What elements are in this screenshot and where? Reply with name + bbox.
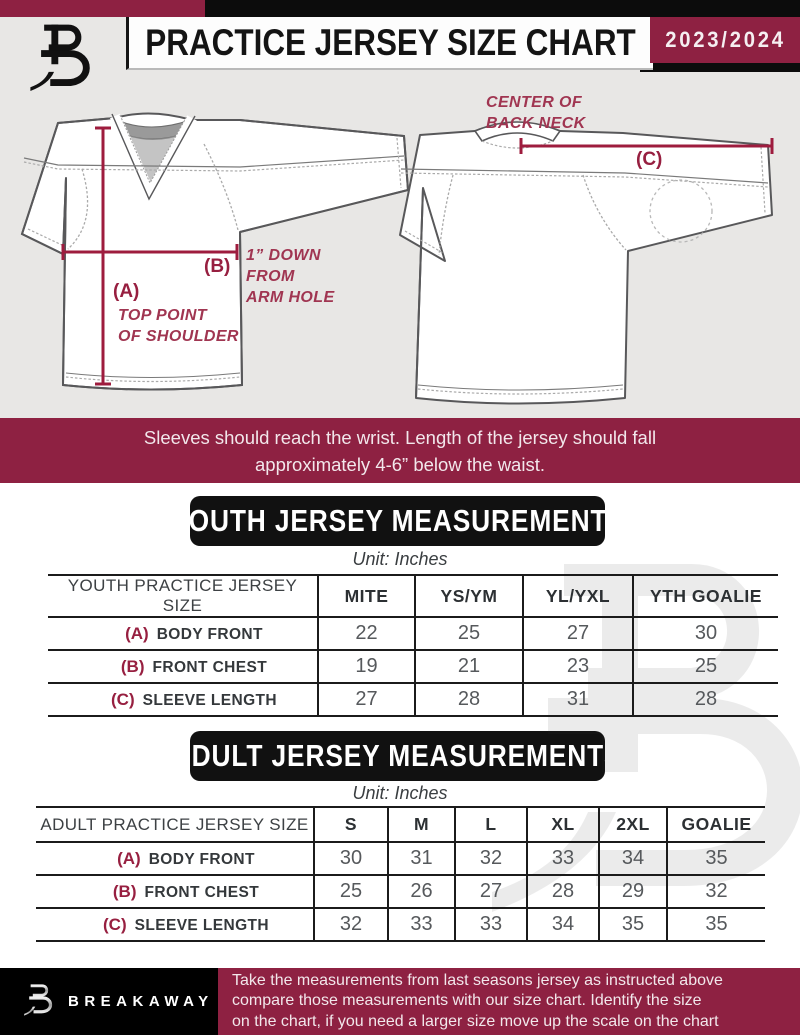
footer-brand-block — [0, 968, 218, 1035]
youth-col-header: YOUTH PRACTICE JERSEY SIZE — [48, 575, 318, 617]
footer-note-line1: Take the measurements from last seasons jersey as instructed above — [232, 971, 723, 989]
youth-col-header: MITE — [318, 575, 415, 617]
cell-value: 30 — [633, 617, 778, 650]
table-row — [48, 683, 778, 716]
row-letter: (C) — [111, 689, 135, 709]
row-letter: (C) — [103, 914, 127, 934]
table-row — [48, 617, 778, 650]
row-label: BODY FRONT — [148, 850, 255, 868]
cell-value: 35 — [599, 908, 667, 941]
cell-value: 34 — [599, 842, 667, 875]
youth-size-table — [48, 574, 778, 717]
page-title: PRACTICE JERSEY SIZE CHART — [145, 21, 637, 63]
cell-value: 34 — [527, 908, 599, 941]
footer-note-line3: on the chart, if you need a larger size move up the scale on the chart — [232, 1012, 719, 1030]
label-c-letter: (C) — [636, 149, 663, 170]
youth-banner-title: YOUTH JERSEY MEASUREMENTS — [169, 503, 626, 538]
cell-value: 32 — [455, 842, 527, 875]
adult-banner-title: ADULT JERSEY MEASUREMENTS — [172, 738, 623, 773]
top-maroon-strip — [0, 0, 205, 17]
cell-value: 35 — [667, 842, 765, 875]
cell-value: 27 — [318, 683, 415, 716]
cell-value: 28 — [527, 875, 599, 908]
cell-value: 27 — [455, 875, 527, 908]
youth-col-header: YS/YM — [415, 575, 523, 617]
cell-value: 29 — [599, 875, 667, 908]
title-box — [126, 17, 653, 70]
cell-value: 25 — [415, 617, 523, 650]
measurement-lines — [0, 90, 800, 420]
table-row — [36, 842, 765, 875]
row-label: FRONT CHEST — [144, 883, 260, 901]
adult-col-header: S — [314, 807, 388, 842]
adult-size-table — [36, 806, 765, 942]
cell-value: 33 — [527, 842, 599, 875]
row-letter: (B) — [112, 881, 137, 901]
fit-notice-line1: Sleeves should reach the wrist. Length of the jersey should fall — [143, 426, 657, 448]
row-letter: (B) — [120, 656, 145, 676]
adult-col-header: ADULT PRACTICE JERSEY SIZE — [36, 807, 314, 842]
adult-table-header-row — [36, 807, 765, 842]
row-label: SLEEVE LENGTH — [142, 691, 277, 709]
season-box — [650, 17, 800, 63]
cell-value: 19 — [318, 650, 415, 683]
row-label: FRONT CHEST — [152, 658, 268, 676]
cell-value: 31 — [523, 683, 633, 716]
cell-value: 32 — [667, 875, 765, 908]
adult-col-header: M — [388, 807, 455, 842]
adult-unit-label: Unit: Inches — [352, 783, 448, 803]
youth-col-header: YL/YXL — [523, 575, 633, 617]
cell-value: 32 — [314, 908, 388, 941]
table-row — [36, 908, 765, 941]
label-down-from-armhole: 1” DOWN FROM ARM HOLE — [246, 247, 335, 306]
cell-value: 22 — [318, 617, 415, 650]
label-top-point-of-shoulder: TOP POINT OF SHOULDER — [118, 307, 239, 345]
label-center-of-back-neck: CENTER OF BACK NECK — [486, 94, 586, 132]
adult-col-header: XL — [527, 807, 599, 842]
cell-value: 21 — [415, 650, 523, 683]
row-letter: (A) — [117, 848, 141, 868]
youth-col-header: YTH GOALIE — [633, 575, 778, 617]
cell-value: 25 — [633, 650, 778, 683]
adult-col-header: L — [455, 807, 527, 842]
cell-value: 25 — [314, 875, 388, 908]
fit-notice-line2: approximately 4-6” below the waist. — [255, 453, 545, 475]
fit-notice-banner — [0, 418, 800, 483]
row-label: BODY FRONT — [156, 625, 263, 643]
label-b-letter: (B) — [204, 256, 231, 277]
breakaway-footer-logo-icon — [22, 982, 58, 1022]
youth-section-banner — [169, 496, 626, 546]
cell-value: 28 — [633, 683, 778, 716]
adult-col-header: GOALIE — [667, 807, 765, 842]
brand-name: BREAKAWAY — [68, 993, 214, 1010]
table-row — [48, 650, 778, 683]
row-letter: (A) — [125, 623, 149, 643]
footer-note-line2: compare those measurements with our size chart. Identify the size — [232, 992, 702, 1010]
cell-value: 33 — [388, 908, 455, 941]
season-label: 2023/2024 — [664, 27, 786, 52]
cell-value: 28 — [415, 683, 523, 716]
cell-value: 30 — [314, 842, 388, 875]
adult-col-header: 2XL — [599, 807, 667, 842]
cell-value: 33 — [455, 908, 527, 941]
youth-table-header-row — [48, 575, 778, 617]
row-label: SLEEVE LENGTH — [134, 916, 269, 934]
youth-unit-label: Unit: Inches — [352, 549, 448, 569]
cell-value: 26 — [388, 875, 455, 908]
table-row — [36, 875, 765, 908]
label-a-letter: (A) — [113, 281, 140, 302]
cell-value: 35 — [667, 908, 765, 941]
cell-value: 31 — [388, 842, 455, 875]
cell-value: 27 — [523, 617, 633, 650]
cell-value: 23 — [523, 650, 633, 683]
